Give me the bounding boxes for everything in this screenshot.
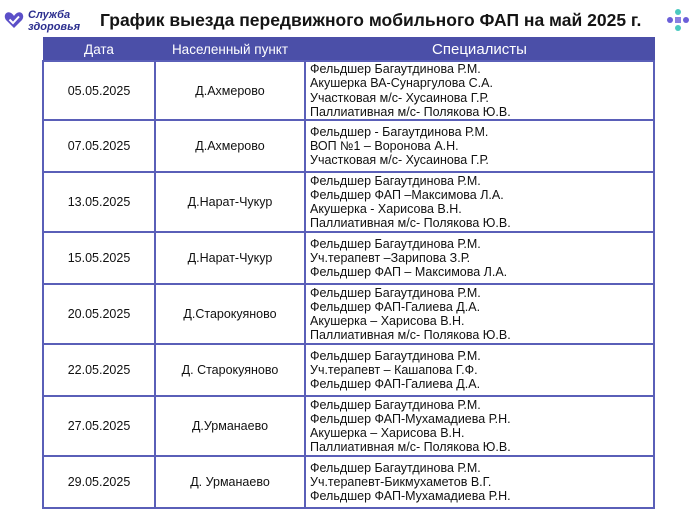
- staff-entry: Паллиативная м/с- Полякова Ю.В.: [310, 440, 511, 455]
- staff-entry: Акушерка ВА-Сунаргулова С.А.: [310, 76, 493, 91]
- staff-entry: Фельдшер ФАП-Галиева Д.А.: [310, 299, 481, 314]
- row-date: 27.05.2025: [43, 396, 155, 456]
- table-row: [43, 232, 654, 284]
- table-row: [43, 284, 654, 344]
- staff-entry: Фельдшер ФАП – Максимова Л.А.: [310, 265, 508, 280]
- brand-name: [28, 9, 80, 33]
- staff-entry: Уч.терапевт –Зарипова З.Р.: [310, 251, 471, 266]
- table-row: [43, 172, 654, 232]
- table-row: [43, 61, 654, 120]
- row-place: Д.Урманаево: [155, 396, 305, 456]
- row-staff: [305, 344, 654, 396]
- row-staff: [305, 456, 654, 508]
- staff-entry: Акушерка - Харисова В.Н.: [310, 202, 462, 217]
- staff-entry: Паллиативная м/с- Полякова Ю.В.: [310, 216, 511, 231]
- header-date: Дата: [43, 38, 155, 62]
- row-place: Д.Старокуяново: [155, 284, 305, 344]
- row-staff: [305, 120, 654, 172]
- row-date: 13.05.2025: [43, 172, 155, 232]
- brand-line-1: Служба: [28, 9, 71, 21]
- table-header-row: [43, 38, 654, 62]
- staff-entry: Паллиативная м/с- Полякова Ю.В.: [310, 104, 511, 119]
- staff-entry: Уч.терапевт-Бикмухаметов В.Г.: [310, 475, 492, 490]
- row-place: Д. Старокуяново: [155, 344, 305, 396]
- table-row: [43, 120, 654, 172]
- staff-entry: Фельдшер Багаутдинова Р.М.: [310, 173, 481, 188]
- staff-entry: Уч.терапевт – Кашапова Г.Ф.: [310, 363, 478, 378]
- row-date: 07.05.2025: [43, 120, 155, 172]
- header-staff: Специалисты: [305, 38, 654, 62]
- page-title: График выезда передвижного мобильного ФАП на май 2025 г.: [100, 10, 642, 30]
- staff-entry: Фельдшер Багаутдинова Р.М.: [310, 62, 481, 76]
- staff-entry: Фельдшер ФАП-Мухамадиева Р.Н.: [310, 489, 511, 504]
- row-place: Д.Ахмерово: [155, 61, 305, 120]
- row-staff: [305, 172, 654, 232]
- medical-cross-icon: [666, 8, 690, 32]
- row-date: 05.05.2025: [43, 61, 155, 120]
- row-staff: [305, 232, 654, 284]
- row-date: 15.05.2025: [43, 232, 155, 284]
- staff-entry: Участковая м/с- Хусаинова Г.Р.: [310, 153, 489, 168]
- header-place: Населенный пункт: [155, 38, 305, 62]
- table-row: [43, 344, 654, 396]
- table-row: [43, 456, 654, 508]
- heart-check-icon: [4, 11, 24, 29]
- staff-entry: Паллиативная м/с- Полякова Ю.В.: [310, 328, 511, 343]
- staff-entry: Фельдшер Багаутдинова Р.М.: [310, 348, 481, 363]
- schedule-table: [42, 37, 655, 509]
- staff-entry: Фельдшер Багаутдинова Р.М.: [310, 285, 481, 300]
- row-staff: [305, 396, 654, 456]
- staff-entry: ВОП №1 – Воронова А.Н.: [310, 139, 459, 154]
- staff-entry: Фельдшер Багаутдинова Р.М.: [310, 397, 481, 412]
- row-staff: [305, 61, 654, 120]
- staff-entry: Фельдшер - Багаутдинова Р.М.: [310, 124, 489, 139]
- brand-logo: [4, 8, 104, 36]
- staff-entry: Участковая м/с- Хусаинова Г.Р.: [310, 90, 489, 105]
- table-row: [43, 396, 654, 456]
- row-date: 20.05.2025: [43, 284, 155, 344]
- staff-entry: Акушерка – Харисова В.Н.: [310, 426, 465, 441]
- staff-entry: Фельдшер Багаутдинова Р.М.: [310, 460, 481, 475]
- row-place: Д.Нарат-Чукур: [155, 172, 305, 232]
- row-place: Д. Урманаево: [155, 456, 305, 508]
- row-date: 22.05.2025: [43, 344, 155, 396]
- staff-entry: Фельдшер ФАП-Мухамадиева Р.Н.: [310, 411, 511, 426]
- staff-entry: Акушерка – Харисова В.Н.: [310, 314, 465, 329]
- row-place: Д.Нарат-Чукур: [155, 232, 305, 284]
- brand-line-2: здоровья: [28, 21, 81, 33]
- row-date: 29.05.2025: [43, 456, 155, 508]
- row-place: Д.Ахмерово: [155, 120, 305, 172]
- staff-entry: Фельдшер Багаутдинова Р.М.: [310, 236, 481, 251]
- staff-entry: Фельдшер ФАП –Максимова Л.А.: [310, 187, 504, 202]
- row-staff: [305, 284, 654, 344]
- staff-entry: Фельдшер ФАП-Галиева Д.А.: [310, 377, 481, 392]
